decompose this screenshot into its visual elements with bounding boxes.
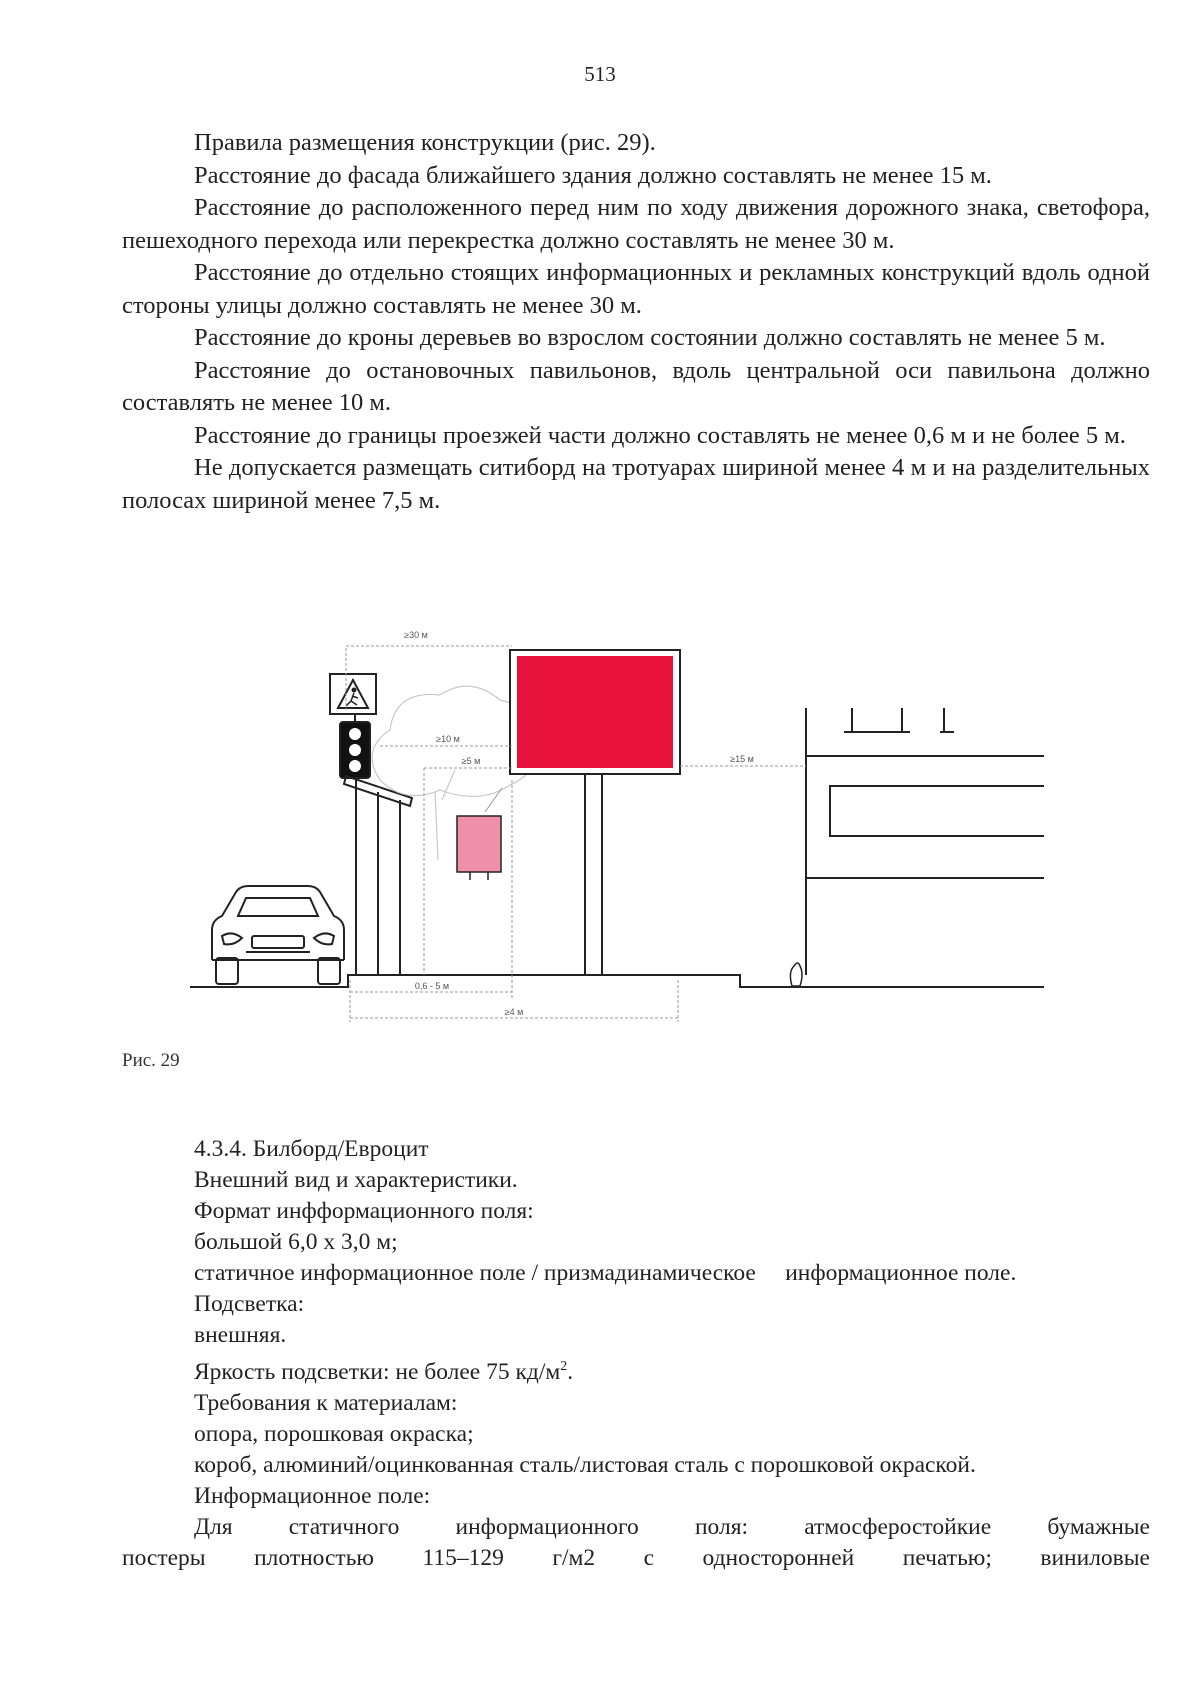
section-line: Для статичного информационного поля: атмосферостойкие бумажные (194, 1513, 1150, 1540)
brightness-period: . (567, 1358, 574, 1385)
car-icon (212, 886, 344, 984)
section-heading: 4.3.4. Билборд/Евроцит (194, 1136, 429, 1162)
paragraph: Расстояние до отдельно стоящих информационных и рекламных конструкций вдоль одной стороны улицы должно составлять не менее 30 м. (122, 259, 1150, 319)
dimension-label-5m: ≥5 м (461, 756, 481, 766)
brightness-superscript: 2 (560, 1359, 568, 1374)
paragraph: Расстояние до фасада ближайшего здания должно составлять не менее 15 м. (194, 161, 992, 189)
dimension-label-30m: ≥30 м (404, 630, 428, 640)
pedestrian-crossing-sign-icon (330, 674, 376, 722)
section-line: постеры плотностью 115–129 г/м2 с односторонней печатью; виниловые (122, 1544, 1150, 1571)
section-line: внешняя. (194, 1322, 287, 1348)
section-line: короб, алюминий/оцинкованная сталь/листовая сталь с порошковой окраской. (194, 1451, 976, 1478)
section-4-3-4 (122, 1134, 1150, 1574)
section-line: Требования к материалам: (194, 1389, 458, 1416)
brightness-text: Яркость подсветки: не более 75 кд/м (194, 1358, 561, 1385)
paragraph: Расстояние до остановочных павильонов, вдоль центральной оси павильона должно составлять не менее 10 м. (122, 356, 1150, 416)
section-line: большой 6,0 х 3,0 м; (194, 1229, 398, 1255)
section-line: Подсветка: (194, 1291, 305, 1317)
section-line: Формат инфформационного поля: (194, 1198, 534, 1224)
body-text (122, 127, 1150, 517)
page-number: 513 (584, 62, 616, 86)
dimension-label-0-6-5m: 0,6 - 5 м (414, 981, 450, 991)
section-line: опора, порошковая окраска; (194, 1420, 474, 1447)
billboard-panel (517, 656, 673, 768)
dog-icon (790, 963, 802, 986)
paragraph: Не допускается размещать ситиборд на тротуарах шириной менее 4 м и на разделительных полосах шириной менее 7,5 м. (122, 454, 1150, 514)
dimension-label-15m: ≥15 м (730, 754, 754, 764)
figure-29-diagram (180, 630, 1060, 1030)
paragraph: Расстояние до кроны деревьев во взрослом состоянии должно составлять не менее 5 м. (194, 324, 1106, 351)
section-line (194, 1351, 1150, 1388)
dimension-label-4m: ≥4 м (504, 1007, 524, 1017)
building-icon (806, 708, 1044, 975)
billboard-icon (510, 650, 680, 975)
paragraph: Правила размещения конструкции (рис. 29). (194, 129, 656, 156)
section-line: статичное информационное поле / призмадинамическое информационное поле. (194, 1260, 1017, 1286)
cityboard-icon (457, 816, 501, 880)
tree-icon (372, 686, 532, 860)
paragraph: Расстояние до границы проезжей части должно составлять не менее 0,6 м и не более 5 м. (194, 421, 1126, 449)
section-line: Внешний вид и характеристики. (194, 1167, 518, 1193)
dimension-label-10m: ≥10 м (436, 734, 460, 744)
bus-shelter-icon (344, 776, 412, 975)
paragraph: Расстояние до расположенного перед ним по ходу движения дорожного знака, светофора, пешеходного перехода или перекрестка должно составлять не менее 30 м. (122, 194, 1150, 254)
section-line: Информационное поле: (194, 1482, 431, 1509)
figure-caption: Рис. 29 (122, 1050, 180, 1071)
cityboard-panel (457, 816, 501, 872)
